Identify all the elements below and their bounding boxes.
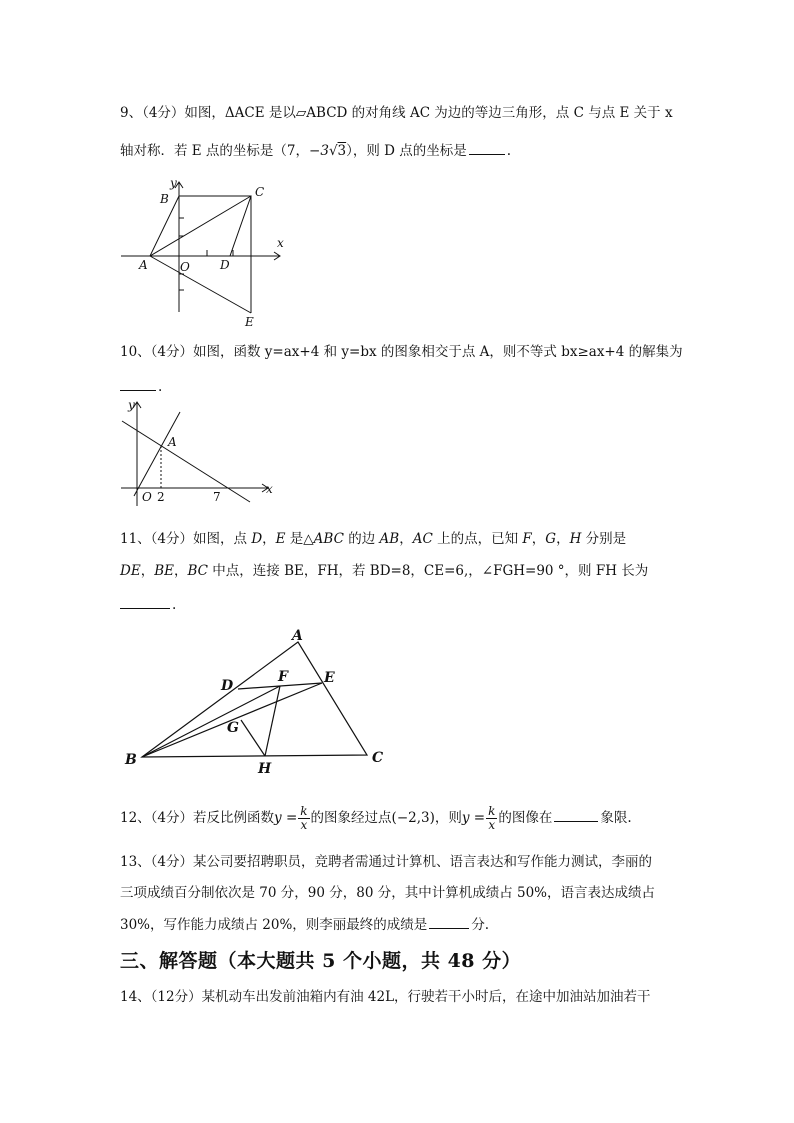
q11-line3-end: . [172, 597, 177, 613]
q11-line1 [120, 530, 626, 548]
q12-line [120, 804, 632, 832]
q10-answer-blank[interactable] [120, 376, 156, 391]
q10-line1: 10、（4分）如图，函数 y=ax+4 和 y=bx 的图象相交于点 A，则不等式 bx≥ax+4 的解集为 [120, 344, 683, 360]
q11-text-a: 11、（4分）如图，点 [120, 531, 252, 547]
q12-y-eq: y = [274, 810, 298, 826]
q11-text-b: 是 [285, 531, 304, 547]
q11-point-G: G [545, 531, 557, 547]
q10-line2-end: . [158, 379, 163, 395]
q9-label-D: D [220, 258, 230, 272]
q11-sep4: ， [556, 531, 570, 547]
q13-line2: 三项成绩百分制依次是 70 分，90 分，80 分，其中计算机成绩占 50%，语言表达成绩占 [120, 885, 655, 901]
q13-line3-end: 分. [471, 917, 490, 933]
q11-label-H: H [258, 761, 272, 777]
q12-frac2-den: x [488, 818, 496, 832]
q11-label-G: G [227, 720, 239, 736]
q9-line2-end: . [506, 143, 512, 159]
q11-figure [120, 625, 400, 775]
q12-frac1-den: x [300, 818, 308, 832]
q9-label-x: x [277, 236, 284, 250]
q14-line1: 14、（12分）某机动车出发前油箱内有油 42L，行驶若干小时后，在途中加油站加油若干 [120, 989, 651, 1005]
q9-line2 [120, 140, 511, 160]
q13-line3-pre: 30%，写作能力成绩占 20%，则李丽最终的成绩是 [120, 917, 428, 933]
q11-seg-AC: AC [412, 531, 433, 547]
q11-label-E: E [324, 670, 335, 686]
q11-seg-DE: DE [120, 563, 141, 579]
q10-line2 [120, 376, 162, 396]
q9-figure [118, 174, 288, 334]
q11-sep3: ， [531, 531, 546, 547]
q12-y-eq-2: y = [461, 810, 486, 826]
q9-label-E: E [245, 315, 254, 329]
q12-fraction-1 [298, 805, 309, 832]
q10-label-y: y [128, 398, 135, 412]
q11-label-D: D [221, 678, 234, 694]
q9-label-C: C [255, 185, 265, 199]
q11-text-c: 的边 [343, 531, 380, 547]
q9-coord-minus: −3 [309, 143, 329, 159]
q10-label-O: O [142, 490, 152, 504]
q11-line3 [120, 594, 176, 614]
q11-label-C: C [372, 750, 384, 766]
q9-coord-sqrt: 3 [337, 143, 347, 159]
q10-figure [118, 396, 278, 511]
q12-end: 象限. [600, 810, 632, 826]
q12-frac1-num: k [300, 804, 308, 818]
q9-sqrt-sign: √ [328, 143, 338, 159]
q10-tick-7: 7 [213, 490, 221, 504]
q11-sep1: ， [262, 531, 276, 547]
q13-answer-blank[interactable] [429, 914, 469, 929]
section3-heading: 三、解答题（本大题共 5 个小题，共 48 分） [120, 950, 522, 972]
q12-frac2-num: k [488, 804, 496, 818]
q9-label-B: B [160, 192, 169, 206]
q11-text-e: 分别是 [581, 531, 627, 547]
q9-line1: 9、（4分）如图，ΔACE 是以▱ABCD 的对角线 AC 为边的等边三角形，点 C 与点 E 关于 x [120, 105, 673, 121]
q11-point-E: E [275, 531, 286, 547]
q9-line2-post: ），则 D 点的坐标是 [346, 143, 467, 159]
q11-label-A: A [292, 628, 303, 644]
q12-post: 的图像在 [498, 810, 553, 826]
q11-triangle: △ABC [303, 531, 344, 547]
q12-answer-blank[interactable] [554, 807, 598, 822]
q11-point-H: H [569, 531, 582, 547]
q11-seg-BC: BC [187, 563, 208, 579]
q11-answer-blank[interactable] [120, 594, 170, 609]
q11-point-F: F [522, 531, 532, 547]
q12-fraction-2 [486, 805, 497, 832]
q9-label-O: O [180, 260, 190, 274]
q11-sep6: ， [173, 563, 188, 579]
q9-answer-blank[interactable] [469, 140, 505, 155]
q10-label-A: A [168, 435, 177, 449]
q11-sep5: ， [140, 563, 155, 579]
q12-mid: 的图象经过点 [310, 810, 392, 826]
q10-tick-2: 2 [157, 490, 165, 504]
q11-label-F: F [278, 669, 288, 685]
q11-line2 [120, 562, 648, 580]
q12-pre: 12、（4分）若反比例函数 [120, 810, 275, 826]
q12-point: (−2,3) [391, 810, 435, 826]
q12-mid2: ，则 [434, 810, 462, 826]
q11-point-D: D [251, 531, 263, 547]
q11-seg-AB: AB [379, 531, 400, 547]
q10-label-x: x [266, 482, 273, 496]
q11-seg-BE: BE [154, 563, 174, 579]
q11-sep2: ， [399, 531, 413, 547]
q13-line3 [120, 914, 489, 934]
q13-line1: 13、（4分）某公司要招聘职员，竞聘者需通过计算机、语言表达和写作能力测试，李丽的 [120, 854, 653, 870]
q9-label-y: y [170, 176, 177, 190]
q9-line2-pre: 轴对称．若 E 点的坐标是（7， [120, 143, 310, 159]
q11-text-line2: 中点，连接 BE，FH，若 BD=8，CE=6,，∠FGH=90 °，则 FH 长为 [207, 563, 649, 579]
q9-label-A: A [139, 258, 148, 272]
q11-text-d: 上的点，已知 [432, 531, 523, 547]
q11-label-B: B [125, 752, 137, 768]
